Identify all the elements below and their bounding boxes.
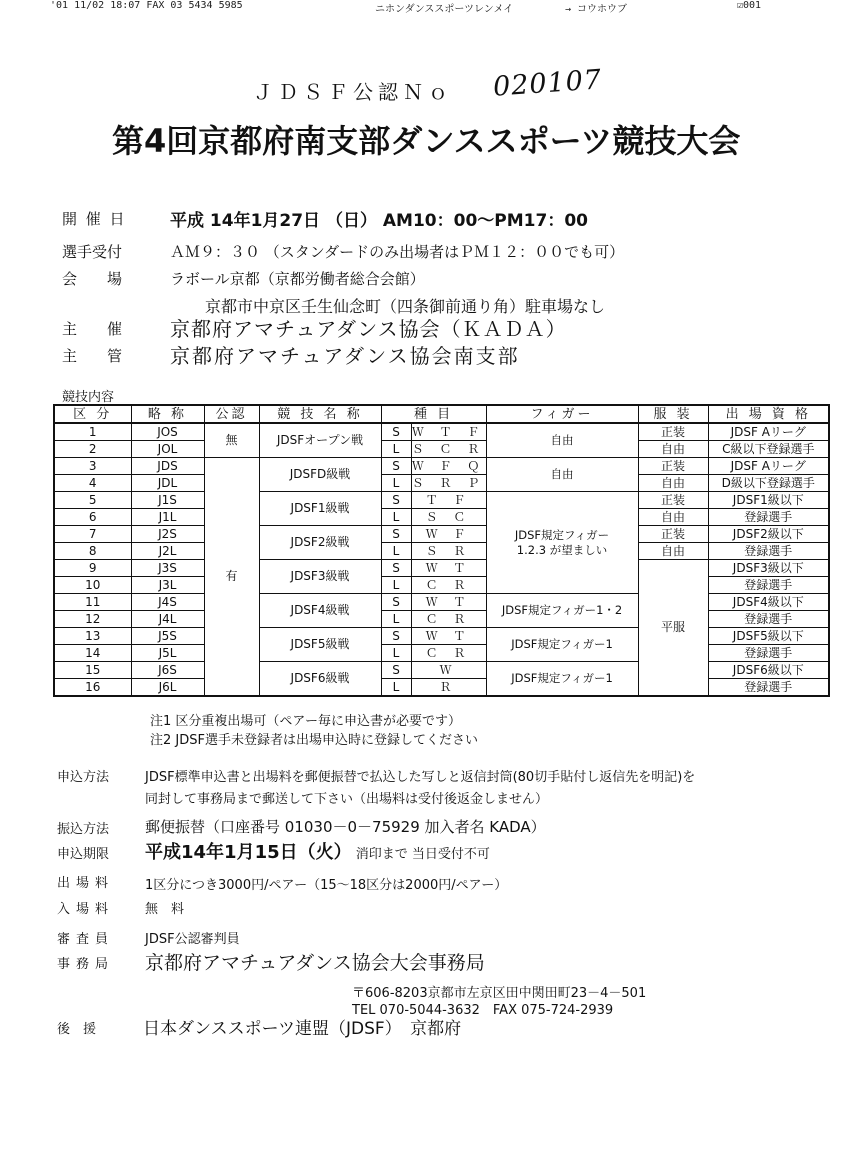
cell-dress: 正装: [638, 458, 708, 475]
cell-type: S: [381, 594, 411, 611]
date-label: 開 催 日: [62, 210, 127, 228]
cell-figure: JDSF規定フィガー1・2: [486, 594, 638, 628]
cell-no: 9: [54, 560, 131, 577]
entry-fee-label: 出場料: [57, 876, 115, 891]
table-row: [54, 679, 829, 697]
cell-no: 8: [54, 543, 131, 560]
reception-label: 選手受付: [62, 243, 123, 261]
venue-label: 会 場: [62, 270, 123, 288]
reception-value: ＡＭ９：３０ （スタンダードのみ出場者はＰＭ１２：００でも可）: [170, 243, 625, 261]
application-label: 申込方法: [57, 770, 110, 785]
cell-type: L: [381, 679, 411, 697]
cell-code: J5S: [131, 628, 204, 645]
cell-no: 3: [54, 458, 131, 475]
cell-event: JDSFD級戦: [259, 458, 381, 492]
cell-dances: Ｗ Ｆ: [411, 526, 486, 543]
manager-value: 京都府アマチュアダンス協会南支部: [170, 344, 520, 368]
cell-no: 5: [54, 492, 131, 509]
cell-dances: Ｔ Ｆ: [411, 492, 486, 509]
transfer-value: 郵便振替（口座番号 01030－0－75929 加入者名 KADA）: [145, 818, 546, 836]
cell-type: L: [381, 645, 411, 662]
cell-type: S: [381, 628, 411, 645]
header-no: 区 分: [54, 405, 131, 423]
application-line-1: JDSF標準申込書と出場料を郵便振替で払込した写しと返信封筒(80切手貼付し返信先を明記)を: [145, 770, 696, 785]
admission-label: 入場料: [57, 902, 115, 917]
cell-qualification: 登録選手: [708, 509, 829, 526]
cell-dances: Ｗ Ｔ: [411, 594, 486, 611]
cell-event: JDSF1級戦: [259, 492, 381, 526]
table-row: [54, 492, 829, 509]
venue-address: 京都市中京区壬生仙念町（四条御前通り角）駐車場なし: [205, 297, 606, 316]
cell-qualification: 登録選手: [708, 645, 829, 662]
cell-dances: Ｒ: [411, 679, 486, 697]
cell-qualification: JDSF2級以下: [708, 526, 829, 543]
cell-dances: Ｃ Ｒ: [411, 611, 486, 628]
cell-no: 12: [54, 611, 131, 628]
table-row: [54, 423, 829, 441]
cell-qualification: JDSF5級以下: [708, 628, 829, 645]
sponsor-label: 後 援: [57, 1022, 97, 1037]
cell-dances: Ｓ Ｃ: [411, 509, 486, 526]
cell-qualification: JDSF4級以下: [708, 594, 829, 611]
cell-dress: 自由: [638, 543, 708, 560]
cell-type: L: [381, 509, 411, 526]
cell-no: 1: [54, 423, 131, 441]
cell-code: J1L: [131, 509, 204, 526]
cell-figure: JDSF規定フィガー1: [486, 662, 638, 697]
cell-dances: Ｗ Ｔ Ｆ: [411, 424, 486, 439]
cell-type: L: [381, 475, 411, 492]
note-2: 注2 JDSF選手未登録者は出場申込時に登録してください: [150, 733, 478, 748]
cell-code: J4S: [131, 594, 204, 611]
cell-code: JDS: [131, 458, 204, 475]
header-event: 競 技 名 称: [259, 405, 381, 423]
cell-type: L: [381, 611, 411, 628]
deadline-value: [145, 838, 490, 864]
table-row: [54, 441, 829, 458]
cell-qualification: 登録選手: [708, 679, 829, 697]
cell-code: JOS: [131, 423, 204, 441]
cell-no: 6: [54, 509, 131, 526]
office-label: 事務局: [57, 957, 115, 972]
cell-certified: 無: [204, 423, 259, 458]
cell-dances: Ｃ Ｒ: [411, 577, 486, 594]
transfer-label: 振込方法: [57, 822, 110, 837]
cell-event: JDSF5級戦: [259, 628, 381, 662]
cell-qualification: JDSF1級以下: [708, 492, 829, 509]
table-row: [54, 458, 829, 475]
cell-figure: 自由: [486, 423, 638, 458]
note-1: 注1 区分重複出場可（ペアー毎に申込書が必要です）: [150, 714, 462, 729]
cell-code: J1S: [131, 492, 204, 509]
header-qualification: 出 場 資 格: [708, 405, 829, 423]
table-row: [54, 560, 829, 577]
cell-qualification: JDSF Aリーグ: [708, 458, 829, 475]
cell-dress: 正装: [638, 526, 708, 543]
cell-event: JDSF2級戦: [259, 526, 381, 560]
cell-dances: Ｗ Ｔ: [411, 628, 486, 645]
fax-timestamp: '01 11/02 18:07 FAX 03 5434 5985: [50, 0, 243, 11]
cell-code: J4L: [131, 611, 204, 628]
cell-qualification: D級以下登録選手: [708, 475, 829, 492]
date-value: 平成 14年1月27日 （日） AM10：00～PM17：00: [170, 211, 588, 231]
table-row: [54, 543, 829, 560]
cell-no: 4: [54, 475, 131, 492]
certification-number: 020107: [492, 64, 604, 103]
cell-dances: Ｓ Ｒ: [411, 543, 486, 560]
sponsor-value: 日本ダンススポーツ連盟（JDSF） 京都府: [143, 1019, 462, 1039]
cell-code: J6S: [131, 662, 204, 679]
cell-no: 10: [54, 577, 131, 594]
cell-type: S: [381, 662, 411, 679]
cell-dances: Ｓ Ｃ Ｒ: [411, 441, 486, 456]
cell-figure: 自由: [486, 458, 638, 492]
cell-code: J3L: [131, 577, 204, 594]
table-row: [54, 475, 829, 492]
cell-event: JDSFオープン戦: [259, 423, 381, 458]
cell-code: J6L: [131, 679, 204, 697]
cell-code: JDL: [131, 475, 204, 492]
cell-qualification: JDSF6級以下: [708, 662, 829, 679]
table-row: [54, 645, 829, 662]
office-value: 京都府アマチュアダンス協会大会事務局: [145, 952, 485, 974]
cell-event: JDSF3級戦: [259, 560, 381, 594]
header-dress: 服 装: [638, 405, 708, 423]
cell-no: 13: [54, 628, 131, 645]
cell-type: L: [381, 577, 411, 594]
cell-figure: JDSF規定フィガー1: [486, 628, 638, 662]
cell-qualification: JDSF Aリーグ: [708, 423, 829, 441]
cell-dress: 自由: [638, 475, 708, 492]
cell-dances: Ｓ Ｒ Ｐ: [411, 475, 486, 490]
cell-type: S: [381, 526, 411, 543]
header-code: 略 称: [131, 405, 204, 423]
office-contact: TEL 070-5044-3632 FAX 075-724-2939: [352, 1003, 614, 1018]
cell-qualification: 登録選手: [708, 611, 829, 628]
application-line-2: 同封して事務局まで郵送して下さい（出場料は受付後返金しません）: [145, 792, 549, 807]
cell-type: S: [381, 423, 411, 441]
table-row: [54, 509, 829, 526]
admission-value: 無 料: [145, 902, 185, 917]
cell-dress: 自由: [638, 509, 708, 526]
cell-no: 15: [54, 662, 131, 679]
deadline-label: 申込期限: [57, 847, 110, 862]
cell-dances: Ｗ Ｆ Ｑ: [411, 458, 486, 473]
cell-no: 16: [54, 679, 131, 697]
organizer-label: 主 催: [62, 320, 123, 338]
table-row: [54, 628, 829, 645]
cell-dress: 平服: [638, 560, 708, 697]
cell-qualification: 登録選手: [708, 577, 829, 594]
cell-qualification: C級以下登録選手: [708, 441, 829, 458]
organizer-value: 京都府アマチュアダンス協会（ＫＡＤＡ）: [170, 317, 567, 341]
competition-table: [53, 404, 830, 697]
header-figure: フィガー: [486, 405, 638, 423]
cell-dances: Ｗ: [411, 662, 486, 679]
header-dances: 種 目: [381, 405, 486, 423]
manager-label: 主 管: [62, 347, 123, 365]
cell-dress: 自由: [638, 441, 708, 458]
fax-recipient: → コウホウブ: [565, 4, 628, 15]
cell-dress: 正装: [638, 423, 708, 441]
entry-fee-value: 1区分につき3000円/ペアー（15～18区分は2000円/ペアー）: [145, 878, 508, 893]
cell-code: J5L: [131, 645, 204, 662]
cell-type: S: [381, 560, 411, 577]
page-title: 第4回京都府南支部ダンススポーツ競技大会: [112, 122, 741, 160]
cell-no: 7: [54, 526, 131, 543]
table-row: [54, 577, 829, 594]
cell-type: S: [381, 492, 411, 509]
cell-dances: Ｃ Ｒ: [411, 645, 486, 662]
cell-code: JOL: [131, 441, 204, 458]
certification-label: ＪＤＳＦ公認Ｎｏ: [253, 80, 453, 104]
cell-type: L: [381, 543, 411, 560]
cell-dress: 正装: [638, 492, 708, 509]
table-row: [54, 662, 829, 679]
cell-code: J2L: [131, 543, 204, 560]
cell-event: JDSF4級戦: [259, 594, 381, 628]
table-header-row: [54, 405, 829, 423]
judges-label: 審査員: [57, 932, 115, 947]
cell-no: 14: [54, 645, 131, 662]
table-row: [54, 611, 829, 628]
table-row: [54, 594, 829, 611]
office-address: 〒606-8203京都市左京区田中関田町23－4－501: [352, 986, 647, 1001]
table-caption: 競技内容: [62, 390, 115, 405]
deadline-note: 消印まで 当日受付不可: [355, 847, 490, 862]
table-row: [54, 526, 829, 543]
cell-no: 2: [54, 441, 131, 458]
cell-code: J2S: [131, 526, 204, 543]
cell-figure: JDSF規定フィガー 1.2.3 が望ましい: [486, 492, 638, 594]
deadline-date: 平成14年1月15日（火）: [145, 842, 352, 863]
cell-event: JDSF6級戦: [259, 662, 381, 697]
cell-type: L: [381, 441, 411, 458]
cell-certified: 有: [204, 458, 259, 697]
venue-value: ラボール京都（京都労働者総合会館）: [170, 270, 425, 288]
fax-sender: ニホンダンススポーツレンメイ: [375, 4, 514, 15]
cell-qualification: 登録選手: [708, 543, 829, 560]
fax-page-number: ☑001: [737, 0, 762, 11]
cell-code: J3S: [131, 560, 204, 577]
cell-dances: Ｗ Ｔ: [411, 560, 486, 577]
judges-value: JDSF公認審判員: [145, 932, 240, 947]
cell-type: S: [381, 458, 411, 475]
header-certified: 公認: [204, 405, 259, 423]
cell-no: 11: [54, 594, 131, 611]
cell-qualification: JDSF3級以下: [708, 560, 829, 577]
